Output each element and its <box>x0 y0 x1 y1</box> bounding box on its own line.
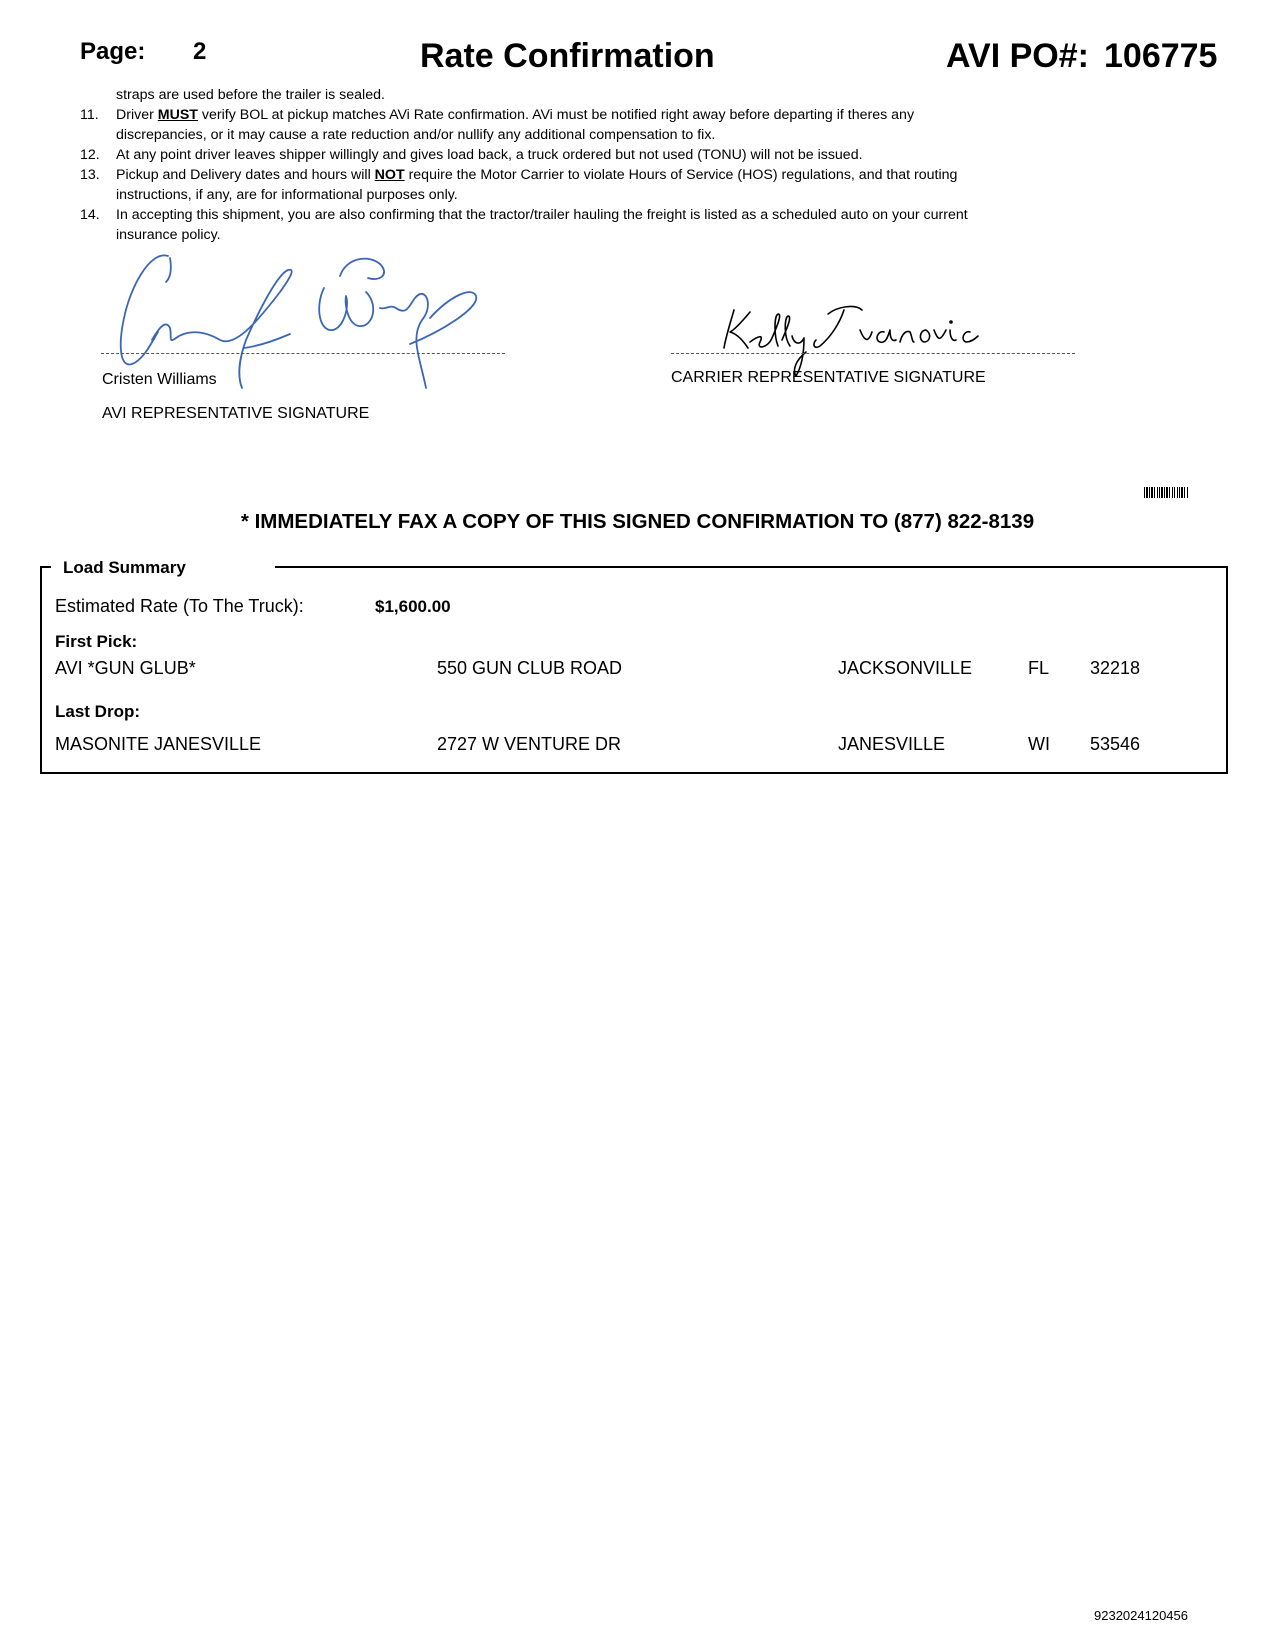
term-14-continuation: insurance policy. <box>116 227 221 243</box>
term-text: Pickup and Delivery dates and hours will <box>116 167 375 183</box>
term-number: 14. <box>80 207 100 223</box>
avi-signature-line <box>101 353 505 354</box>
term-text: Driver <box>116 107 158 123</box>
term-11-continuation: discrepancies, or it may cause a rate reduction and/or nullify any additional compensation to fix. <box>116 127 716 143</box>
last-drop-zip: 53546 <box>1090 734 1141 754</box>
avi-signature-label: AVI REPRESENTATIVE SIGNATURE <box>102 405 370 422</box>
document-title: Rate Confirmation <box>420 37 715 75</box>
term-13-continuation: instructions, if any, are for informational purposes only. <box>116 187 458 203</box>
term-number: 13. <box>80 167 100 183</box>
last-drop-address: 2727 W VENTURE DR <box>437 734 622 754</box>
last-drop-state: WI <box>1028 734 1050 754</box>
last-drop-city: JANESVILLE <box>838 734 946 754</box>
carrier-signature-image <box>720 300 990 380</box>
first-pick-state: FL <box>1028 658 1050 678</box>
po-number: 106775 <box>1104 37 1218 75</box>
term-12 <box>80 145 1100 165</box>
term-emphasis: MUST <box>157 107 198 123</box>
first-pick-zip: 32218 <box>1090 658 1141 678</box>
term-number: 12. <box>80 147 100 163</box>
term-text: verify BOL at pickup matches AVi Rate confirmation. AVi must be notified right away before departing if theres any <box>197 107 915 123</box>
first-pick-address: 550 GUN CLUB ROAD <box>437 658 623 678</box>
term-emphasis: NOT <box>374 167 405 183</box>
page-label: Page: <box>80 38 146 65</box>
estimated-rate-label: Estimated Rate (To The Truck): <box>55 596 304 616</box>
term-14 <box>80 205 1100 225</box>
last-drop-label: Last Drop: <box>55 702 140 721</box>
term-number: 11. <box>80 107 99 123</box>
first-pick-name: AVI *GUN GLUB* <box>55 658 196 678</box>
carrier-signature-label: CARRIER REPRESENTATIVE SIGNATURE <box>671 369 986 386</box>
fax-notice: * IMMEDIATELY FAX A COPY OF THIS SIGNED CONFIRMATION TO (877) 822-8139 <box>240 510 1035 533</box>
carrier-signature-line <box>671 353 1075 354</box>
page-number: 2 <box>193 38 207 65</box>
term-text: require the Motor Carrier to violate Hours of Service (HOS) regulations, and that routing <box>404 167 958 183</box>
term-10-continuation: straps are used before the trailer is sealed. <box>116 87 385 103</box>
terms-list <box>80 85 1100 245</box>
avi-representative-name: Cristen Williams <box>102 371 217 388</box>
document-id-code: 9232024120456 <box>1094 1608 1188 1623</box>
last-drop-name: MASONITE JANESVILLE <box>55 734 262 754</box>
term-11 <box>80 105 1100 125</box>
first-pick-city: JACKSONVILLE <box>838 658 973 678</box>
term-text: In accepting this shipment, you are also confirming that the tractor/trailer hauling the freight is listed as a scheduled auto on your current <box>116 207 968 223</box>
term-text: At any point driver leaves shipper willingly and gives load back, a truck ordered but not used (TONU) will not be issued. <box>116 147 863 163</box>
barcode-image <box>1144 487 1219 498</box>
first-pick-label: First Pick: <box>55 632 138 651</box>
load-summary-title: Load Summary <box>51 558 275 578</box>
term-13 <box>80 165 1100 185</box>
estimated-rate-value: $1,600.00 <box>375 597 451 616</box>
po-label: AVI PO#: <box>946 37 1089 75</box>
